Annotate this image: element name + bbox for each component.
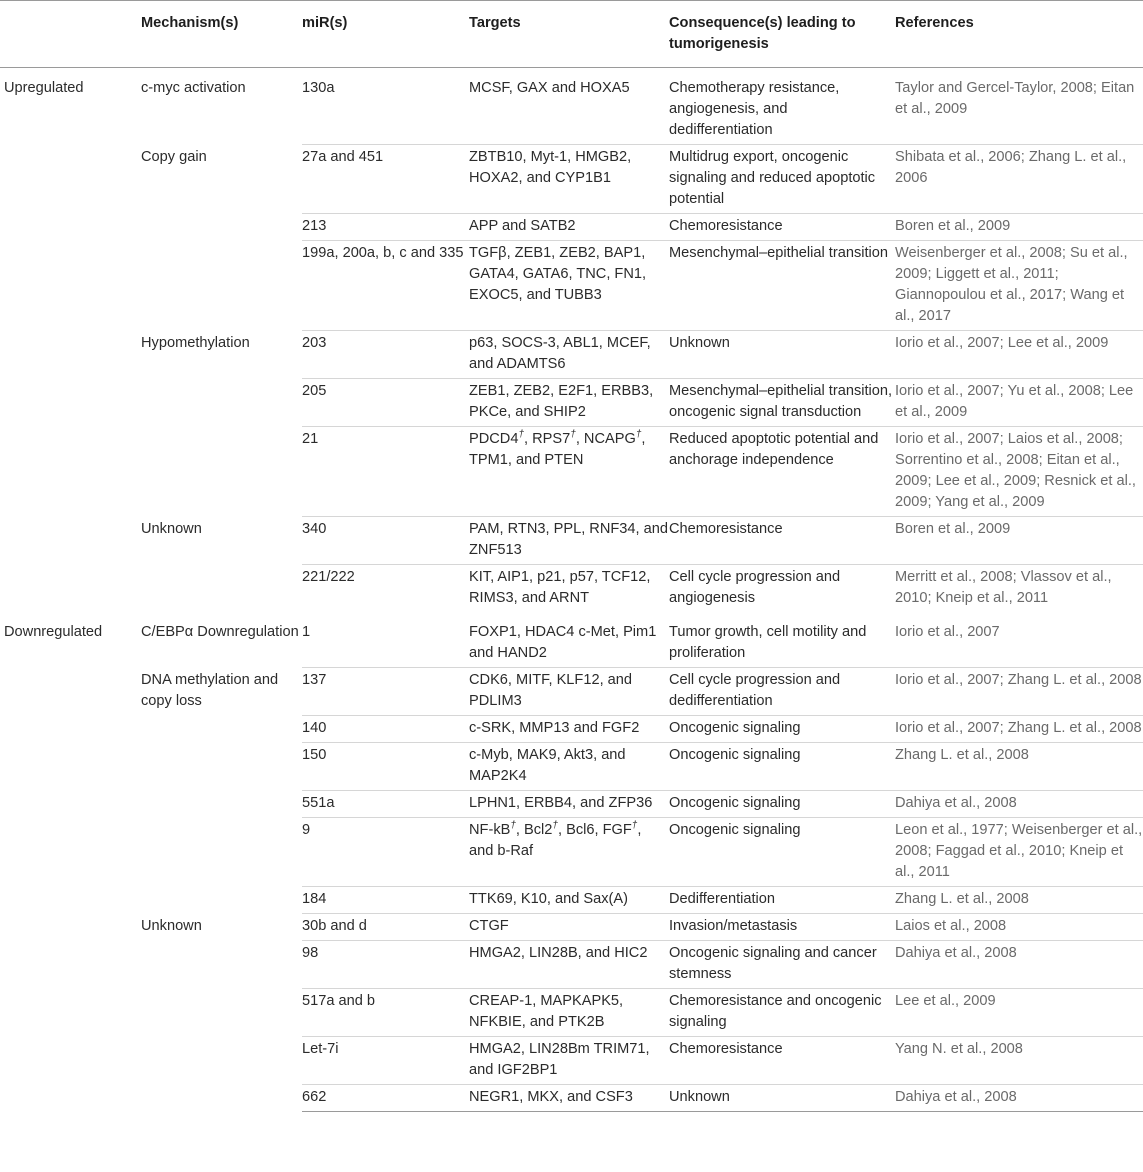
targets-cell: CDK6, MITF, KLF12, and PDLIM3 xyxy=(469,668,669,716)
mechanism-cell xyxy=(141,241,302,331)
target-text: , Bcl2 xyxy=(515,822,553,838)
references-cell: Dahiya et al., 2008 xyxy=(895,791,1143,818)
mir-cell: 140 xyxy=(302,716,469,743)
mir-cell: 130a xyxy=(302,68,469,145)
consequence-cell: Multidrug export, oncogenic signaling and reduced apoptotic potential xyxy=(669,145,895,214)
mechanism-cell xyxy=(141,716,302,743)
mir-cell: 27a and 451 xyxy=(302,145,469,214)
targets-cell: c-SRK, MMP13 and FGF2 xyxy=(469,716,669,743)
targets-cell: CREAP-1, MAPKAPK5, NFKBIE, and PTK2B xyxy=(469,989,669,1037)
mir-cell: 9 xyxy=(302,818,469,887)
targets-cell: p63, SOCS-3, ABL1, MCEF, and ADAMTS6 xyxy=(469,331,669,379)
mechanism-cell: Copy gain xyxy=(141,148,207,165)
references-cell: Zhang L. et al., 2008 xyxy=(895,743,1143,791)
references-cell: Boren et al., 2009 xyxy=(895,517,1143,565)
references-cell: Zhang L. et al., 2008 xyxy=(895,887,1143,914)
mechanism-cell xyxy=(141,791,302,818)
targets-cell: HMGA2, LIN28Bm TRIM71, and IGF2BP1 xyxy=(469,1037,669,1085)
consequence-cell: Unknown xyxy=(669,1085,895,1112)
table-body xyxy=(0,68,1143,1112)
mechanism-cell: Hypomethylation xyxy=(141,334,250,351)
targets-cell xyxy=(469,427,669,517)
regulation-cell xyxy=(0,517,141,565)
regulation-cell xyxy=(0,791,141,818)
mechanism-cell: c-myc activation xyxy=(141,80,246,96)
dagger-mark: † xyxy=(510,820,516,832)
consequence-cell: Chemoresistance xyxy=(669,214,895,241)
mir-cell: 662 xyxy=(302,1085,469,1112)
regulation-cell xyxy=(0,1037,141,1085)
header-mir: miR(s) xyxy=(302,1,469,68)
mechanism-cell: Unknown xyxy=(141,520,202,537)
mechanism-cell xyxy=(141,743,302,791)
consequence-cell: Mesenchymal–epithelial transition, oncogenic signal transduction xyxy=(669,379,895,427)
table-row xyxy=(0,241,1143,331)
mir-cell: 205 xyxy=(302,379,469,427)
table-row xyxy=(0,941,1143,989)
consequence-cell: Oncogenic signaling xyxy=(669,818,895,887)
references-cell: Dahiya et al., 2008 xyxy=(895,941,1143,989)
regulation-cell xyxy=(0,914,141,941)
dagger-mark: † xyxy=(518,429,525,441)
table-row xyxy=(0,791,1143,818)
mechanism-cell: DNA methylation and copy loss xyxy=(141,671,279,709)
table-row xyxy=(0,716,1143,743)
consequence-cell: Chemoresistance xyxy=(669,517,895,565)
targets-cell xyxy=(469,818,669,887)
references-cell: Laios et al., 2008 xyxy=(895,914,1143,941)
header-row xyxy=(0,1,1143,68)
table-row xyxy=(0,1085,1143,1112)
consequence-cell: Chemotherapy resistance, angiogenesis, and dedifferentiation xyxy=(669,68,895,145)
dagger-mark: † xyxy=(631,820,638,832)
mechanism-cell xyxy=(141,565,302,613)
mechanism-cell xyxy=(141,989,302,1037)
table-row xyxy=(0,1037,1143,1085)
mechanism-cell xyxy=(141,941,302,989)
regulation-cell xyxy=(0,241,141,331)
mir-cell: 21 xyxy=(302,427,469,517)
consequence-cell: Tumor growth, cell motility and proliferation xyxy=(669,612,895,668)
table-row xyxy=(0,818,1143,887)
dagger-mark: † xyxy=(570,429,576,441)
mir-cell: 137 xyxy=(302,668,469,716)
table-row xyxy=(0,668,1143,716)
mechanism-cell xyxy=(141,887,302,914)
regulation-cell xyxy=(0,427,141,517)
references-cell: Merritt et al., 2008; Vlassov et al., 2010; Kneip et al., 2011 xyxy=(895,569,1112,606)
mir-cell: 184 xyxy=(302,887,469,914)
consequence-cell: Oncogenic signaling xyxy=(669,791,895,818)
consequence-cell: Chemoresistance and oncogenic signaling xyxy=(669,989,895,1037)
consequence-cell: Oncogenic signaling xyxy=(669,743,895,791)
table-row xyxy=(0,68,1143,145)
targets-cell: MCSF, GAX and HOXA5 xyxy=(469,68,669,145)
mechanism-cell xyxy=(141,818,302,887)
table-row xyxy=(0,612,1143,668)
mir-cell: 203 xyxy=(302,331,469,379)
regulation-cell xyxy=(0,1085,141,1112)
regulation-cell: Downregulated xyxy=(4,624,103,640)
table-row xyxy=(0,743,1143,791)
consequence-cell: Oncogenic signaling xyxy=(669,716,895,743)
regulation-cell xyxy=(0,941,141,989)
consequence-cell: Dedifferentiation xyxy=(669,887,895,914)
regulation-cell xyxy=(0,214,141,241)
mechanism-cell xyxy=(141,379,302,427)
table-row xyxy=(0,427,1143,517)
table-row xyxy=(0,331,1143,379)
mir-cell: 213 xyxy=(302,214,469,241)
header-targets: Targets xyxy=(469,1,669,68)
references-cell: Iorio et al., 2007; Zhang L. et al., 2008 xyxy=(895,716,1143,743)
table-row xyxy=(0,517,1143,565)
references-cell: Yang N. et al., 2008 xyxy=(895,1037,1143,1085)
references-cell: Boren et al., 2009 xyxy=(895,214,1143,241)
references-cell: Iorio et al., 2007; Lee et al., 2009 xyxy=(895,331,1143,379)
targets-cell: TGFβ, ZEB1, ZEB2, BAP1, GATA4, GATA6, TNC, FN1, EXOC5, and TUBB3 xyxy=(469,241,669,331)
consequence-cell: Oncogenic signaling and cancer stemness xyxy=(669,941,895,989)
regulation-cell xyxy=(0,145,141,214)
regulation-cell xyxy=(0,989,141,1037)
targets-cell: NEGR1, MKX, and CSF3 xyxy=(469,1085,669,1112)
references-cell: Leon et al., 1977; Weisenberger et al., 2008; Faggad et al., 2010; Kneip et al., 2011 xyxy=(895,818,1143,887)
mechanism-cell xyxy=(141,1037,302,1085)
regulation-cell xyxy=(0,331,141,379)
regulation-cell xyxy=(0,379,141,427)
references-cell: Weisenberger et al., 2008; Su et al., 2009; Liggett et al., 2011; Giannopoulou et al., 2017; Wang et al., 2017 xyxy=(895,241,1143,331)
targets-cell: CTGF xyxy=(469,914,669,941)
mir-cell: 517a and b xyxy=(302,989,469,1037)
mir-cell: 30b and d xyxy=(302,914,469,941)
regulation-cell xyxy=(0,716,141,743)
table-row xyxy=(0,914,1143,941)
header-consequence: Consequence(s) leading to tumorigenesis xyxy=(669,1,895,68)
consequence-cell: Mesenchymal–epithelial transition xyxy=(669,241,895,331)
targets-cell: APP and SATB2 xyxy=(469,214,669,241)
target-text: NF-kB xyxy=(469,822,511,838)
regulation-cell xyxy=(0,887,141,914)
consequence-cell: Invasion/metastasis xyxy=(669,914,895,941)
references-cell: Shibata et al., 2006; Zhang L. et al., 2006 xyxy=(895,145,1143,214)
table-row xyxy=(0,145,1143,214)
mechanism-cell: C/EBPα Downregulation xyxy=(141,624,299,640)
references-cell: Iorio et al., 2007; Zhang L. et al., 2008 xyxy=(895,668,1143,716)
regulation-cell: Upregulated xyxy=(4,80,84,96)
consequence-cell: Reduced apoptotic potential and anchorage independence xyxy=(669,427,895,517)
regulation-cell xyxy=(0,818,141,887)
references-cell: Lee et al., 2009 xyxy=(895,989,1143,1037)
references-cell: Taylor and Gercel-Taylor, 2008; Eitan et al., 2009 xyxy=(895,68,1143,145)
table-header xyxy=(0,1,1143,68)
target-text: , and b-Raf xyxy=(469,822,642,859)
targets-cell: KIT, AIP1, p21, p57, TCF12, RIMS3, and ARNT xyxy=(469,569,651,606)
header-references: References xyxy=(895,1,1143,68)
mir-cell: Let-7i xyxy=(302,1037,469,1085)
table-row xyxy=(0,214,1143,241)
targets-cell: ZBTB10, Myt-1, HMGB2, HOXA2, and CYP1B1 xyxy=(469,145,669,214)
consequence-cell: Unknown xyxy=(669,331,895,379)
mir-cell: 551a xyxy=(302,791,469,818)
regulation-cell xyxy=(0,668,141,716)
mir-cell: 340 xyxy=(302,517,469,565)
target-text: , RPS7 xyxy=(524,431,571,447)
targets-cell: c-Myb, MAK9, Akt3, and MAP2K4 xyxy=(469,743,669,791)
consequence-cell: Cell cycle progression and dedifferentiation xyxy=(669,668,895,716)
consequence-cell: Cell cycle progression and angiogenesis xyxy=(669,569,841,606)
targets-cell: HMGA2, LIN28B, and HIC2 xyxy=(469,941,669,989)
dagger-mark: † xyxy=(552,820,558,832)
header-mechanism: Mechanism(s) xyxy=(141,1,302,68)
consequence-cell: Chemoresistance xyxy=(669,1037,895,1085)
target-text: , NCAPG xyxy=(575,431,636,447)
dagger-mark: † xyxy=(635,429,642,441)
mechanism-cell xyxy=(141,427,302,517)
mir-cell: 1 xyxy=(302,612,469,668)
mir-cell: 199a, 200a, b, c and 335 xyxy=(302,241,469,331)
targets-cell: LPHN1, ERBB4, and ZFP36 xyxy=(469,791,669,818)
targets-cell: TTK69, K10, and Sax(A) xyxy=(469,887,669,914)
table-row xyxy=(0,379,1143,427)
table-row xyxy=(0,989,1143,1037)
references-cell: Iorio et al., 2007 xyxy=(895,612,1143,668)
mir-cell: 221/222 xyxy=(302,569,355,585)
references-cell: Iorio et al., 2007; Yu et al., 2008; Lee et al., 2009 xyxy=(895,379,1143,427)
targets-cell: PAM, RTN3, PPL, RNF34, and ZNF513 xyxy=(469,517,669,565)
references-cell: Iorio et al., 2007; Laios et al., 2008; Sorrentino et al., 2008; Eitan et al., 2009; Lee et al., 2009; Resnick et al., 2009; Yang et al., 2009 xyxy=(895,427,1143,517)
mechanism-cell: Unknown xyxy=(141,917,202,934)
references-cell: Dahiya et al., 2008 xyxy=(895,1085,1143,1112)
target-text: , TPM1, and PTEN xyxy=(469,431,646,468)
target-text: PDCD4 xyxy=(469,431,519,447)
targets-cell: ZEB1, ZEB2, E2F1, ERBB3, PKCe, and SHIP2 xyxy=(469,379,669,427)
mir-cell: 150 xyxy=(302,743,469,791)
table-row xyxy=(0,887,1143,914)
regulation-cell xyxy=(0,743,141,791)
regulation-cell xyxy=(0,565,141,613)
table-row xyxy=(0,565,1143,613)
header-regulation xyxy=(0,1,141,68)
mir-cell: 98 xyxy=(302,941,469,989)
target-text: , Bcl6, FGF xyxy=(557,822,632,838)
targets-cell: FOXP1, HDAC4 c-Met, Pim1 and HAND2 xyxy=(469,612,669,668)
mechanism-cell xyxy=(141,1085,302,1112)
mechanism-cell xyxy=(141,214,302,241)
